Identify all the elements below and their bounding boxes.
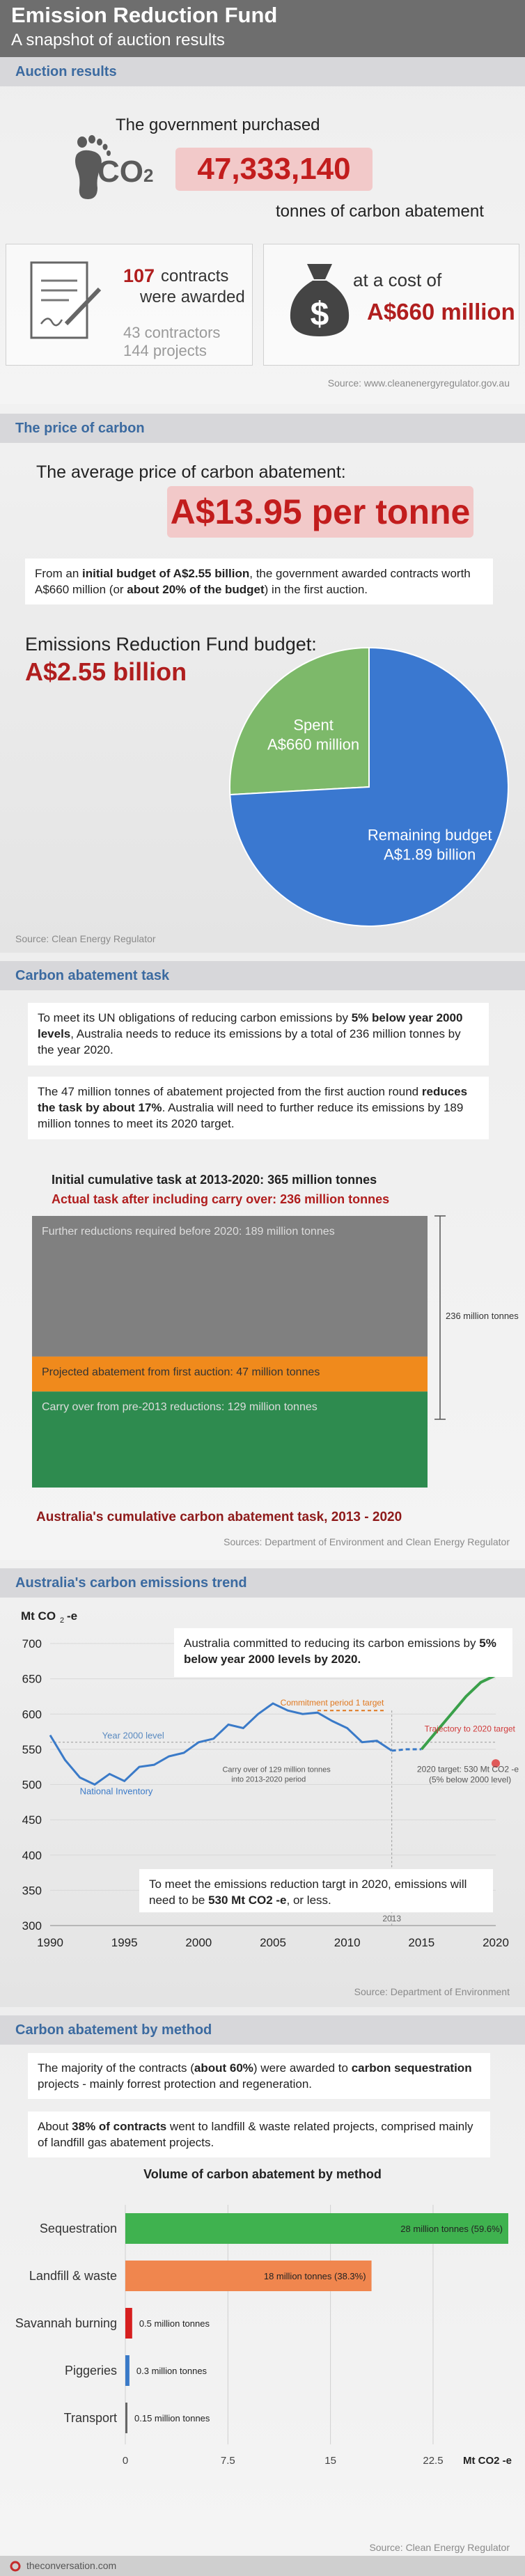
method-bar-label-4: 0.15 million tonnes [134,2413,210,2423]
budget-note: From an initial budget of A$2.55 billion, the government awarded contracts worth A$660 million (or about 20% of the budget) in the first auction. [25,559,493,604]
method-chart-title: Volume of carbon abatement by method [143,2167,382,2181]
method-section [0,2007,525,2556]
y-tick-1: 350 [22,1884,42,1898]
category-label-2: Savannah burning [15,2316,117,2330]
method-bar-label-2: 0.5 million tonnes [139,2318,210,2329]
y-tick-6: 600 [22,1708,42,1722]
y-axis-label-suffix: -e [67,1609,78,1623]
annotation-inventory: National Inventory [79,1786,153,1797]
actual-task-label: Actual task after including carry over: 236 million tonnes [52,1192,390,1206]
tonnes-text: tonnes of carbon abatement [276,202,484,221]
task-section [0,953,525,1560]
contracts-text: contracts [161,267,229,286]
y-axis-label-sub: 2 [60,1616,65,1625]
y-tick-5: 550 [22,1742,42,1756]
cost-value: A$660 million [367,299,515,325]
contracts-awarded-text: were awarded [140,288,245,306]
trend-source: Source: Department of Environment [354,1986,510,1997]
method-source: Source: Clean Energy Regulator [369,2542,510,2553]
annotation-commitment: Commitment period 1 target [280,1698,384,1708]
auction-results-section [0,57,525,404]
conversation-logo-icon [10,2561,21,2572]
category-label-1: Landfill & waste [29,2269,117,2283]
y-tick-3: 450 [22,1813,42,1827]
stack-segment-label-0: Further reductions required before 2020: 189 million tonnes [42,1226,335,1238]
y-tick-4: 500 [22,1778,42,1792]
method-heading: Carbon abatement by method [0,2015,525,2045]
trend-note: To meet the emissions reduction targt in 2020, emissions will need to be 530 Mt CO2 -e, or less. [139,1869,493,1912]
y-axis-label: Mt CO [21,1609,56,1623]
auction-results-heading: Auction results [0,57,525,86]
auction-source: Source: www.cleanenergyregulator.gov.au [327,377,510,389]
bracket-label: 236 million tonnes [446,1311,519,1321]
co2-label: CO2 [97,155,154,189]
task-source: Sources: Department of Environment and Clean Energy Regulator [224,1536,510,1547]
page-footer [0,2556,525,2576]
svg-text:$: $ [310,296,329,333]
x-tick-1: 1995 [111,1936,138,1949]
task-caption: Australia's cumulative carbon abatement task, 2013 - 2020 [36,1510,402,1524]
contracts-value: 107 [123,265,155,286]
pie-slice-label-1: Remaining budget [367,826,492,844]
line-series-2 [421,1676,496,1749]
trend-heading: Australia's carbon emissions trend [0,1568,525,1598]
contractors-count: 43 contractors [123,324,221,341]
x-tick-2: 15 [324,2455,336,2467]
abatement-stacked-bar [31,1215,434,1493]
cost-tile [263,244,519,366]
method-para-1: The majority of the contracts (about 60%) were awarded to carbon sequestration projects - mainly forrest protection and regeneration. [28,2053,490,2099]
annotation-carryover: Carry over of 129 million tonnes into 2013-2020 period [222,1765,331,1784]
x-tick-0: 1990 [37,1936,63,1949]
x-tick-3: 2005 [260,1936,286,1949]
method-bar-label-1: 18 million tonnes (38.3%) [263,2271,366,2281]
trend-section [0,1560,525,2007]
y-tick-7: 650 [22,1672,42,1686]
tonnes-value: 47,333,140 [175,148,373,191]
cost-prefix: at a cost of [353,270,442,290]
y-tick-8: 700 [22,1637,42,1650]
x-tick-6: 2020 [483,1936,509,1949]
x-tick-4: 2010 [334,1936,361,1949]
budget-value: A$2.55 billion [25,657,187,686]
x-tick-1: 7.5 [220,2455,235,2467]
x-tick-2: 2000 [185,1936,212,1949]
dollar-bag-icon [285,261,354,338]
line-series-0 [50,1703,392,1784]
price-heading: The price of carbon [0,414,525,443]
method-para-2: About 38% of contracts went to landfill & waste related projects, comprised mainly of landfill gas abatement projects. [28,2111,490,2157]
budget-label: Emissions Reduction Fund budget: [25,634,317,655]
footer-link[interactable]: theconversation.com [26,2560,117,2571]
pie-slice-value-0: A$660 million [267,735,360,754]
method-bar-3 [125,2355,130,2386]
task-para-1: To meet its UN obligations of reducing carbon emissions by 5% below year 2000 levels, Australia needs to reduce its emissions by a total of 236 million tonnes by the year 2020. [28,1003,489,1065]
price-source: Source: Clean Energy Regulator [15,933,156,944]
method-bar-4 [125,2403,127,2433]
budget-pie-chart [223,641,515,933]
annotation-trajectory: Trajectory to 2020 target [424,1724,515,1734]
method-bar-2 [125,2308,132,2339]
annotation-year2013: 2013 [382,1914,402,1923]
page-subtitle: A snapshot of auction results [11,31,225,49]
contract-pen-icon [27,260,104,343]
purchased-text: The government purchased [116,116,320,134]
avg-price-value: A$13.95 per tonne [167,486,473,538]
y-tick-0: 300 [22,1919,42,1933]
x-tick-5: 2015 [408,1936,435,1949]
pie-slice-label-0: Spent [293,716,334,734]
contracts-tile [6,244,253,366]
x-axis-label: Mt CO2 -e [462,2455,512,2467]
method-bar-label-0: 28 million tonnes (59.6%) [400,2224,503,2234]
trend-callout: Australia committed to reducing its carbon emissions by 5% below year 2000 levels by 2020. [174,1628,512,1677]
category-label-3: Piggeries [64,2364,117,2378]
projects-count: 144 projects [123,342,207,359]
category-label-4: Transport [63,2411,117,2425]
method-bar-label-3: 0.3 million tonnes [136,2366,207,2376]
price-section [0,404,525,953]
y-tick-2: 400 [22,1848,42,1862]
avg-price-text: The average price of carbon abatement: [36,462,346,482]
task-para-2: The 47 million tonnes of abatement projected from the first auction round reduces the task by about 17%. Australia will need to further reduce its emissions by 189 million tonnes to meet its 2020 target. [28,1077,489,1139]
task-heading: Carbon abatement task [0,961,525,990]
stack-segment-label-2: Carry over from pre-2013 reductions: 129 million tonnes [42,1401,318,1414]
pie-slice-value-1: A$1.89 billion [384,845,476,864]
x-tick-0: 0 [122,2455,129,2467]
category-label-0: Sequestration [39,2222,117,2235]
annotation-year2000: Year 2000 level [102,1730,164,1741]
initial-task-label: Initial cumulative task at 2013-2020: 365 million tonnes [52,1173,377,1187]
annotation-target: 2020 target: 530 Mt CO2 -e (5% below 2000 level) [416,1764,519,1785]
x-tick-3: 22.5 [423,2455,444,2467]
page-title: Emission Reduction Fund [11,3,278,27]
method-bar-chart [0,2162,525,2538]
page-header [0,0,525,57]
stack-segment-label-1: Projected abatement from first auction: 47 million tonnes [42,1366,320,1378]
